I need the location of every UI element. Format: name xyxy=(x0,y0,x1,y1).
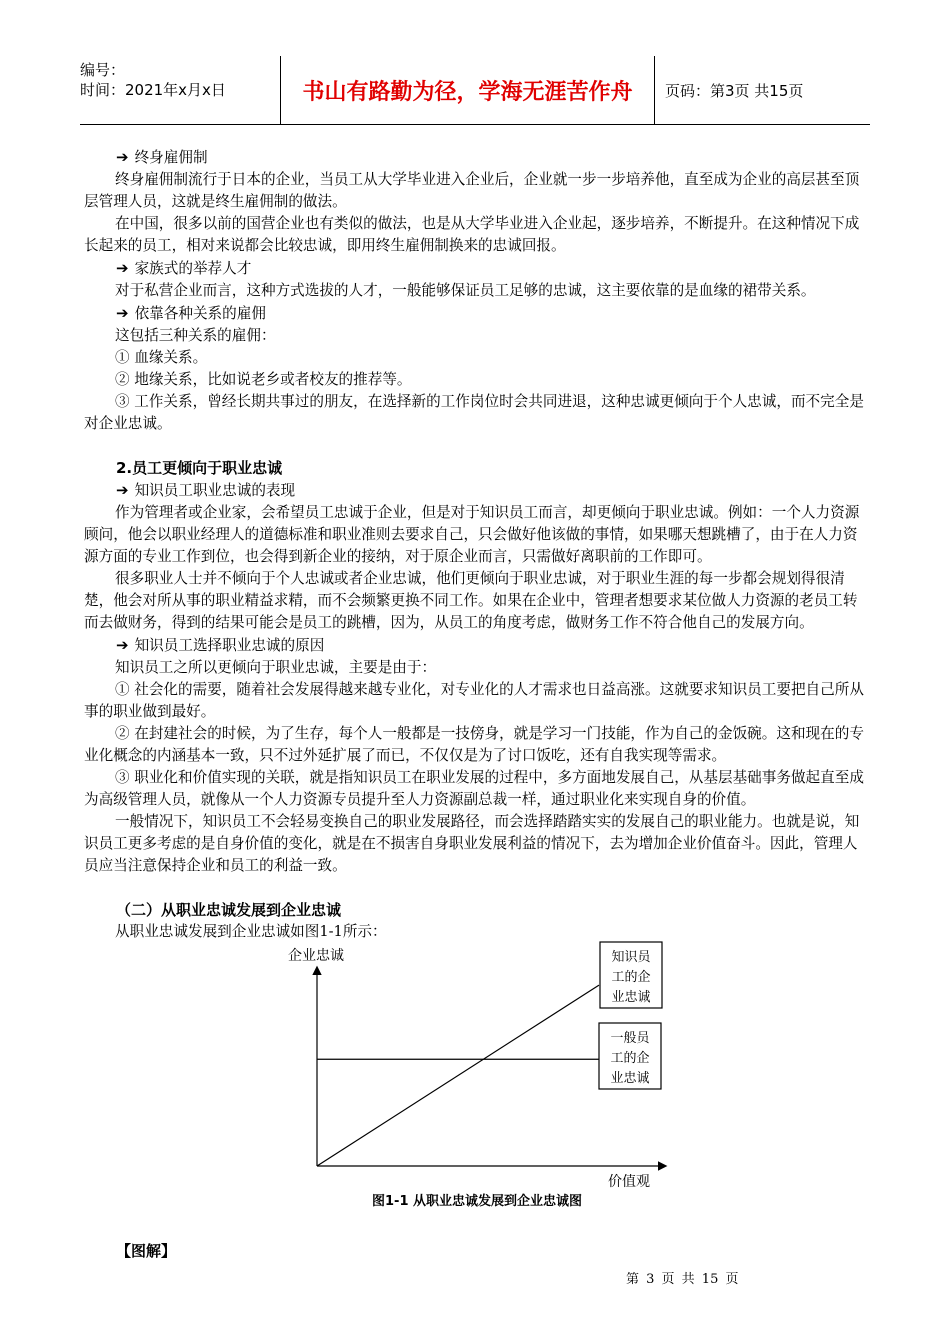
box-label-line: 一般员 xyxy=(610,1031,650,1046)
paragraph: 在中国，很多以前的国营企业也有类似的做法，也是从大学毕业进入企业起，逐步培养，不断提升。在这种情况下成长起来的员工，相对来说都会比较忠诚，即用终生雇佣制换来的忠诚回报。 xyxy=(84,215,860,254)
bullet-heading: ➔ 终身雇佣制 xyxy=(116,148,208,166)
section-heading: 2.员工更倾向于职业忠诚 xyxy=(116,459,283,477)
arrow-right-icon: ➔ xyxy=(116,304,129,322)
page-footer: 第 3 页 共 15 页 xyxy=(626,1272,739,1287)
header-meta xyxy=(80,56,280,124)
list-item: ② 在封建社会的时候，为了生存，每个人一般都是一技傍身，就是学习一门技能，作为自己的金饭碗。这和现在的专业化概念的内涵基本一致，只不过外延扩展了而已，不仅仅是为了讨口饭吃，还有自我实现等需求。 xyxy=(84,725,864,764)
box-label-line: 工的企 xyxy=(610,1051,650,1066)
paragraph: 一般情况下，知识员工不会轻易变换自己的职业发展路径，而会选择踏踏实实的发展自己的职业能力。也就是说，知识员工更多考虑的是自身价值的变化，就是在不损害自身职业发展利益的情况下，去为增加企业价值奋斗。因此，管理人员应当注意保持企业和员工的利益一致。 xyxy=(84,813,860,874)
list-item: ① 社会化的需要，随着社会发展得越来越专业化，对专业化的人才需求也日益高涨。这就要求知识员工要把自己所从事的职业做到最好。 xyxy=(84,681,864,720)
box-label-line: 业忠诚 xyxy=(610,1071,650,1086)
list-item: ③ 职业化和价值实现的关联，就是指知识员工在职业发展的过程中，多方面地发展自己，从基层基础事务做起直至成为高级管理人员，就像从一个人力资源专员提升至人力资源副总裁一样，通过职业化来实现自身的价值。 xyxy=(84,769,864,808)
list-item: ② 地缘关系，比如说老乡或者校友的推荐等。 xyxy=(115,371,412,388)
list-item: ① 血缘关系。 xyxy=(115,349,208,366)
box-label-line: 知识员 xyxy=(611,950,651,965)
paragraph: 对于私营企业而言，这种方式选拔的人才，一般能够保证员工足够的忠诚，这主要依靠的是血缘的裙带关系。 xyxy=(115,282,816,299)
figure-caption: 图1-1 从职业忠诚发展到企业忠诚图 xyxy=(372,1194,583,1209)
paragraph: 作为管理者或企业家，会希望员工忠诚于企业，但是对于知识员工而言，却更倾向于职业忠诚。例如：一个人力资源顾问，他会以职业经理人的道德标准和职业准则去要求自己，只会做好他该做的事情，如果哪天想跳槽了，由于在人力资源方面的专业工作到位，也会得到新企业的接纳，对于原企业而言，只需做好离职前的工作即可。 xyxy=(84,504,860,565)
arrow-right-icon: ➔ xyxy=(116,148,129,166)
document-body xyxy=(84,146,870,943)
illustration-heading: 【图解】 xyxy=(116,1242,177,1260)
paragraph: 这包括三种关系的雇佣： xyxy=(115,327,276,344)
paragraph: 终身雇佣制流行于日本的企业，当员工从大学毕业进入企业后，企业就一步一步培养他，直至成为企业的高层甚至顶层管理人员，这就是终生雇佣制的做法。 xyxy=(84,171,860,210)
paragraph: 知识员工之所以更倾向于职业忠诚，主要是由于： xyxy=(115,659,437,676)
bullet-heading: ➔ 知识员工选择职业忠诚的原因 xyxy=(116,636,325,654)
legend-box-knowledge xyxy=(600,942,662,1008)
y-axis-label: 企业忠诚 xyxy=(288,948,344,964)
arrow-right-icon: ➔ xyxy=(116,636,129,654)
paragraph: 从职业忠诚发展到企业忠诚如图1-1所示： xyxy=(115,923,387,940)
arrow-right-icon: ➔ xyxy=(116,481,129,499)
header-number-label: 编号： xyxy=(80,61,126,79)
header-page-label: 页码：第3页 共15页 xyxy=(665,81,804,100)
x-axis-label: 价值观 xyxy=(608,1174,650,1190)
bullet-heading: ➔ 依靠各种关系的雇佣 xyxy=(116,304,266,322)
box-label-line: 工的企 xyxy=(611,970,651,985)
list-item: ③ 工作关系，曾经长期共事过的朋友，在选择新的工作岗位时会共同进退，这种忠诚更倾向于个人忠诚，而不完全是对企业忠诚。 xyxy=(84,393,864,432)
header-motto: 书山有路勤为径，学海无涯苦作舟 xyxy=(280,56,655,124)
series-line-knowledge-employee xyxy=(317,985,599,1166)
arrow-right-icon: ➔ xyxy=(116,259,129,277)
paragraph: 很多职业人士并不倾向于个人忠诚或者企业忠诚，他们更倾向于职业忠诚，对于职业生涯的每一步都会规划得很清楚，他会对所从事的职业精益求精，而不会频繁更换不同工作。如果在企业中，管理者想要求某位做人力资源的老员工转而去做财务，得到的结果可能会是员工的跳槽，因为，从员工的角度考虑，做财务工作不符合他自己的发展方向。 xyxy=(84,570,858,631)
section-heading: （二）从职业忠诚发展到企业忠诚 xyxy=(116,901,342,919)
page-header xyxy=(80,56,870,125)
bullet-heading: ➔ 知识员工职业忠诚的表现 xyxy=(116,481,296,499)
chart-svg xyxy=(280,938,700,1198)
box-label-line: 业忠诚 xyxy=(611,990,651,1005)
legend-box-general xyxy=(599,1023,661,1089)
header-time-label: 时间：2021年x月x日 xyxy=(80,81,226,99)
bullet-heading: ➔ 家族式的举荐人才 xyxy=(116,259,252,277)
figure-chart xyxy=(280,938,700,1198)
